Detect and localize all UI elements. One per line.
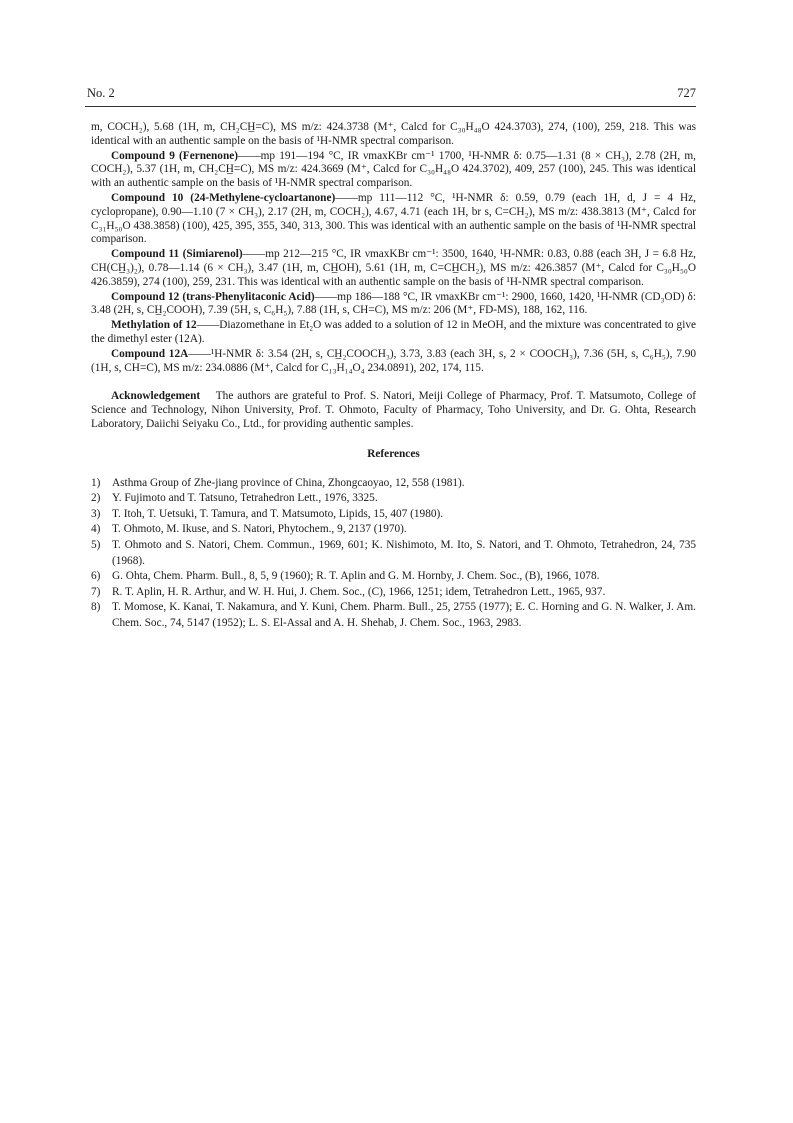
reference-item [91,476,696,492]
paragraph-methylation [91,319,696,347]
reference-text: T. Itoh, T. Uetsuki, T. Tamura, and T. Matsumoto, Lipids, 15, 407 (1980). [112,507,444,520]
methylation-text: ——Diazomethane in Et₂O was added to a solution of 12 in MeOH, and the mixture was concentrated to give the dimethyl ester (12A). [91,319,696,345]
paragraph-compound-12 [91,291,696,319]
page-number: 727 [677,86,696,100]
reference-item [91,491,696,507]
compound-11-text: ——mp 212—215 °C, IR νmaxKBr cm⁻¹: 3500, 1640, ¹H-NMR: 0.83, 0.88 (each 3H, J = 6.8 Hz, CH(CH̲₃)₂), 0.78—1.14 (6 × CH₃), 3.47 (1H, m, CH̲OH), 5.61 (1H, m, C=CH̲CH₂), MS m/z: 426.3857 (M⁺, Calcd for C₃₀H₅₀O 426.3859), 274 (100), 259, 231. This was identical with an authentic sample on the basis of ¹H-NMR spectral comparison. [91,248,696,288]
reference-text: G. Ohta, Chem. Pharm. Bull., 8, 5, 9 (1960); R. T. Aplin and G. M. Hornby, J. Chem. Soc., (B), 1966, 1078. [112,570,600,583]
reference-number: 2) [91,492,101,505]
article-body [91,121,696,631]
compound-10-text: ——mp 111—112 °C, ¹H-NMR δ: 0.59, 0.79 (each 1H, d, J = 4 Hz, cyclopropane), 0.90—1.10 (7 × CH₃), 2.17 (2H, m, COCH₂), 4.67, 4.71 (each 1H, br s, C=CH₂), MS m/z: 438.3813 (M⁺, Calcd for C₃₁H₅₀O 438.3858) (100), 425, 395, 355, 340, 313, 300. This was identical with an authentic sample on the basis of ¹H-NMR spectral comparison. [91,191,697,246]
reference-number: 6) [91,570,101,583]
paragraph-compound-9 [91,150,696,191]
acknowledgement-section [91,390,696,431]
page-header [85,86,696,104]
reference-item [91,600,696,631]
acknowledgement-text: The authors are grateful to Prof. S. Natori, Meiji College of Pharmacy, Prof. T. Matsumoto, College of Science and Technology, Nihon University, Prof. T. Ohmoto, Faculty of Pharmacy, Toho University, and Dr. G. Ohta, Research Laboratory, Daiichi Seiyaku Co., Ltd., for providing authentic samples. [91,390,696,430]
compound-12-title: Compound 12 (trans-Phenylitaconic Acid) [111,290,315,303]
reference-item [91,522,696,538]
compound-10-title: Compound 10 (24-Methylene-cycloartanone) [111,191,336,204]
reference-number: 3) [91,507,101,520]
references-title: References [367,447,420,460]
reference-text: T. Momose, K. Kanai, T. Nakamura, and Y. Kuni, Chem. Pharm. Bull., 25, 2755 (1977); E. C. Horning and G. N. Walker, J. Am. Chem. Soc., 74, 5147 (1952); L. S. El-Assal and A. H. Shehab, J. Chem. Soc., 1963, 2983. [112,601,696,629]
reference-number: 4) [91,523,101,536]
reference-item [91,507,696,523]
reference-text: Asthma Group of Zhe-jiang province of China, Zhongcaoyao, 12, 558 (1981). [112,476,465,489]
compound-12a-text: ——¹H-NMR δ: 3.54 (2H, s, CH̲₂COOCH₃), 3.73, 3.83 (each 3H, s, 2 × COOCH₃), 7.36 (5H, s, C₆H₅), 7.90 (1H, s, CH=C), MS m/z: 234.0886 (M⁺, Calcd for C₁₃H₁₄O₄ 234.0891), 202, 174, 115. [91,347,696,374]
reference-text: T. Ohmoto and S. Natori, Chem. Commun., 1969, 601; K. Nishimoto, M. Ito, S. Natori, and T. Ohmoto, Tetrahedron, 24, 735 (1968). [112,538,696,567]
compound-12-text: ——mp 186—188 °C, IR νmaxKBr cm⁻¹: 2900, 1660, 1420, ¹H-NMR (CD₃OD) δ: 3.48 (2H, s, CH̲₂COOH), 7.39 (5H, s, C₆H₅), 7.88 (1H, s, CH=C), MS m/z: 206 (M⁺, FD-MS), 188, 162, 116. [91,290,696,317]
references-list [91,476,696,632]
compound-11-title: Compound 11 (Simiarenol) [111,248,243,261]
reference-item [91,585,696,601]
reference-item [91,538,696,569]
paragraph-compound-10 [91,192,696,247]
reference-text: Y. Fujimoto and T. Tatsuno, Tetrahedron Lett., 1976, 3325. [112,492,378,505]
reference-number: 8) [91,601,101,614]
compound-9-text: ——mp 191—194 °C, IR νmaxKBr cm⁻¹ 1700, ¹H-NMR δ: 0.75—1.31 (8 × CH₃), 2.78 (2H, m, COCH₂), 5.37 (1H, m, CH₂CH̲=C), MS m/z: 424.3669 (M⁺, Calcd for C₃₀H₄₈O 424.3702), 409, 257 (100), 245. This was identical with an authentic sample on the basis of ¹H-NMR spectral comparison. [91,149,696,190]
paragraph-compound-12a [91,348,696,376]
paragraph-compound-11 [91,248,696,289]
reference-number: 5) [91,538,101,551]
header-rule [85,106,696,107]
reference-text: R. T. Aplin, H. R. Arthur, and W. H. Hui, J. Chem. Soc., (C), 1966, 1251; idem, Tetrahedron Lett., 1965, 937. [112,585,606,598]
compound-12a-title: Compound 12A [111,347,189,360]
reference-text: T. Ohmoto, M. Ikuse, and S. Natori, Phytochem., 9, 2137 (1970). [112,523,407,536]
paragraph-compound-8-continued: m, COCH₂), 5.68 (1H, m, CH₂CH̲=C), MS m/z: 424.3738 (M⁺, Calcd for C₃₀H₄₈O 424.3703), 274, (100), 259, 218. This was identical with an authentic sample on the basis of ¹H-NMR spectral comparison. [91,121,696,147]
reference-number: 1) [91,476,101,489]
methylation-title: Methylation of 12 [111,319,197,332]
reference-item [91,569,696,585]
journal-issue: No. 2 [87,86,115,100]
acknowledgement-title: Acknowledgement [111,390,201,403]
compound-9-title: Compound 9 (Fernenone) [111,149,239,162]
reference-number: 7) [91,585,101,598]
